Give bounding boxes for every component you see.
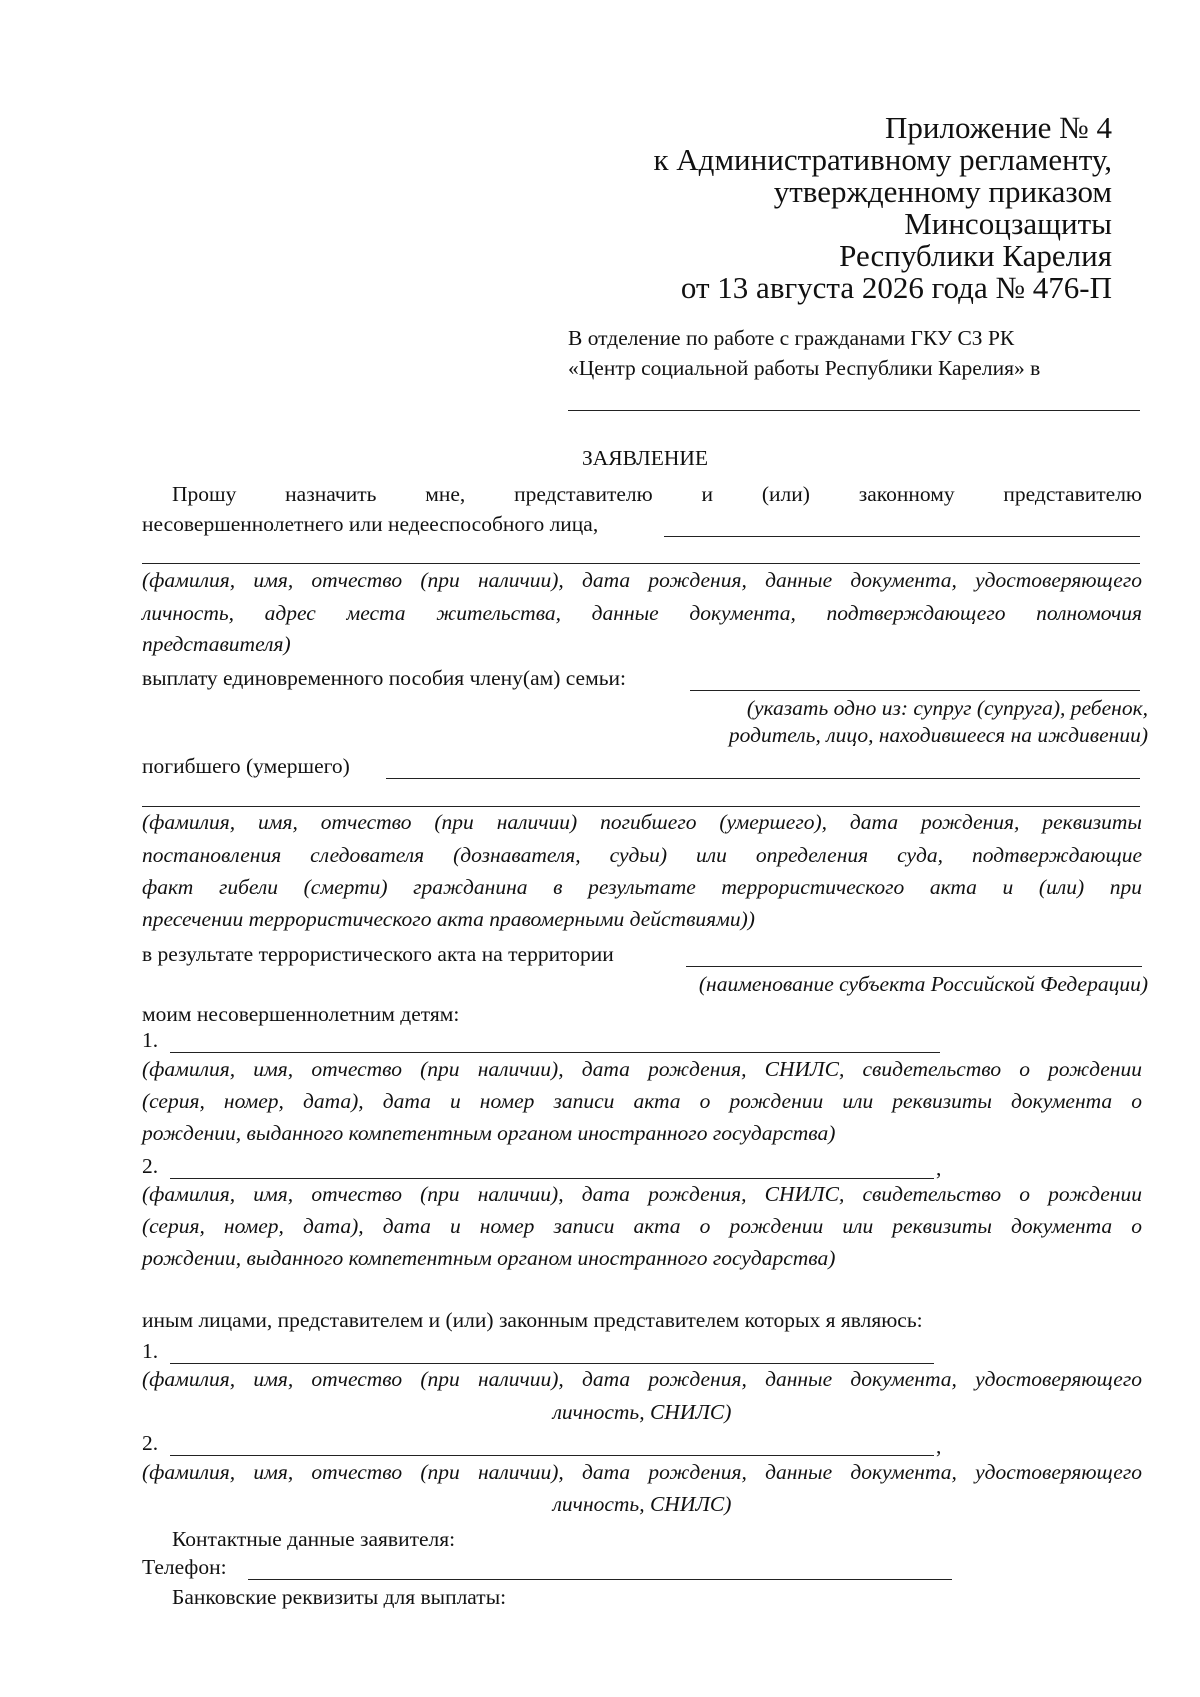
other-2-field[interactable] [170, 1455, 934, 1456]
deceased-hint-4: пресечении террористического акта правомерными действиями)) [142, 907, 755, 931]
other-1-number: 1. [142, 1339, 159, 1363]
child-1-hint-2: (серия, номер, дата), дата и номер записи акта о рождении или реквизиты документа о [142, 1089, 1142, 1113]
child-1-number: 1. [142, 1028, 159, 1052]
child-2-comma: , [936, 1156, 942, 1180]
deceased-hint-1: (фамилия, имя, отчество (при наличии) погибшего (умершего), дата рождения, реквизиты [142, 810, 1142, 834]
other-2-number: 2. [142, 1431, 159, 1455]
representative-field-line-1[interactable] [664, 536, 1140, 537]
other-2-hint-1: (фамилия, имя, отчество (при наличии), дата рождения, данные документа, удостоверяющего [142, 1460, 1142, 1484]
child-2-hint-3: рождении, выданного компетентным органом иностранного государства) [142, 1246, 836, 1270]
family-member-field[interactable] [690, 690, 1140, 691]
document-title: ЗАЯВЛЕНИЕ [581, 446, 709, 470]
child-2-number: 2. [142, 1154, 159, 1178]
addressee-line-1: В отделение по работе с гражданами ГКУ СЗ РК [568, 326, 1015, 350]
child-1-hint-1: (фамилия, имя, отчество (при наличии), дата рождения, СНИЛС, свидетельство о рождении [142, 1057, 1142, 1081]
bank-details-heading: Банковские реквизиты для выплаты: [172, 1585, 507, 1609]
deceased-line: погибшего (умершего) [142, 754, 350, 778]
deceased-hint-2: постановления следователя (дознавателя, судьи) или определения суда, подтверждающие [142, 843, 1142, 867]
child-2-field[interactable] [170, 1178, 934, 1179]
representative-hint-3: представителя) [142, 632, 291, 656]
addressee-blank-line[interactable] [568, 410, 1140, 411]
request-line-1: Прошу назначить мне, представителю и (или) законному представителю [172, 482, 1142, 506]
phone-field[interactable] [248, 1579, 952, 1580]
child-1-hint-3: рождении, выданного компетентным органом иностранного государства) [142, 1121, 836, 1145]
family-member-hint-1: (указать одно из: супруг (супруга), ребенок, [746, 696, 1148, 720]
deceased-field-line-1[interactable] [386, 778, 1140, 779]
others-heading: иным лицами, представителем и (или) законным представителем которых я являюсь: [142, 1308, 923, 1332]
request-line-2: несовершеннолетнего или недееспособного лица, [142, 512, 599, 536]
other-1-hint-1: (фамилия, имя, отчество (при наличии), дата рождения, данные документа, удостоверяющего [142, 1367, 1142, 1391]
regulation-reference: к Административному регламенту, [653, 142, 1112, 177]
appendix-number: Приложение № 4 [885, 110, 1112, 145]
children-heading: моим несовершеннолетним детям: [142, 1002, 460, 1026]
other-1-hint-2: личность, СНИЛС) [552, 1400, 732, 1424]
child-2-hint-1: (фамилия, имя, отчество (при наличии), дата рождения, СНИЛС, свидетельство о рождении [142, 1182, 1142, 1206]
representative-hint-1: (фамилия, имя, отчество (при наличии), дата рождения, данные документа, удостоверяющего [142, 568, 1142, 592]
other-2-hint-2: личность, СНИЛС) [552, 1492, 732, 1516]
approval-line: утвержденному приказом [773, 174, 1112, 209]
other-1-field[interactable] [170, 1363, 934, 1364]
family-member-hint-2: родитель, лицо, находившееся на иждивении) [728, 723, 1148, 747]
territory-hint: (наименование субъекта Российской Федерации) [698, 972, 1148, 996]
territory-line: в результате террористического акта на территории [142, 942, 614, 966]
ministry-name: Минсоцзащиты [904, 206, 1112, 241]
child-1-field[interactable] [170, 1052, 940, 1053]
child-2-hint-2: (серия, номер, дата), дата и номер записи акта о рождении или реквизиты документа о [142, 1214, 1142, 1238]
deceased-hint-3: факт гибели (смерти) гражданина в результате террористического акта и (или) при [142, 875, 1142, 899]
other-2-comma: , [936, 1434, 942, 1458]
representative-hint-2: личность, адрес места жительства, данные документа, подтверждающего полномочия [142, 601, 1142, 625]
deceased-field-line-2[interactable] [142, 806, 1140, 807]
addressee-line-2: «Центр социальной работы Республики Карелия» в [568, 356, 1041, 380]
contacts-heading: Контактные данные заявителя: [172, 1527, 456, 1551]
phone-label: Телефон: [142, 1555, 227, 1579]
order-date-number: от 13 августа 2026 года № 476-П [680, 270, 1112, 305]
representative-field-line-2[interactable] [142, 563, 1140, 564]
payment-line: выплату единовременного пособия члену(ам) семьи: [142, 666, 626, 690]
territory-field[interactable] [686, 966, 1142, 967]
republic-name: Республики Карелия [839, 238, 1112, 273]
